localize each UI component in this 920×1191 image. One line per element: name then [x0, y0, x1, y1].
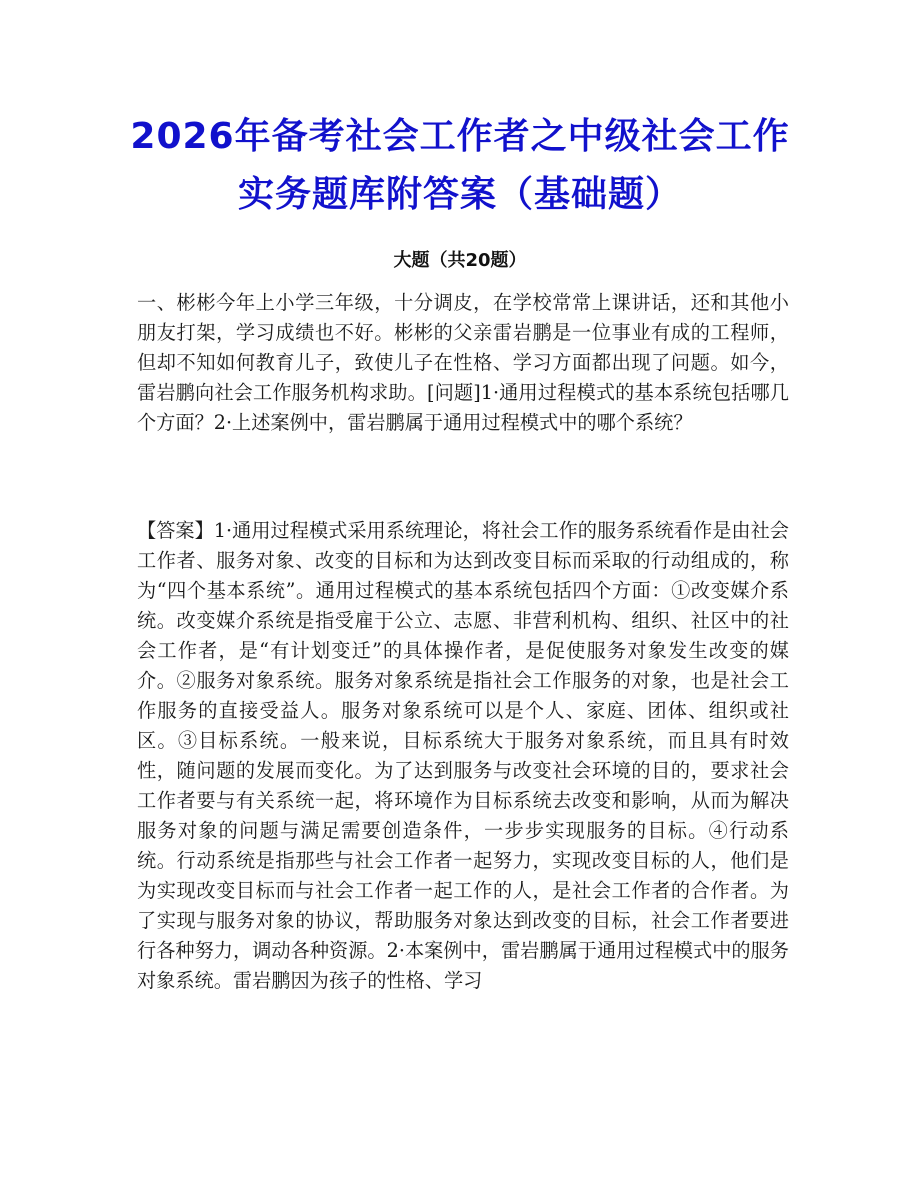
question-paragraph: 一、彬彬今年上小学三年级，十分调皮，在学校常常上课讲话，还和其他小朋友打架，学习成绩也不好。彬彬的父亲雷岩鹏是一位事业有成的工程师，但却不知如何教育儿子，致使儿子在性格、学习方面都出现了问题。如今，雷岩鹏向社会工作服务机构求助。[问题]1·通用过程模式的基本系统包括哪几个方面？2·上述案例中，雷岩鹏属于通用过程模式中的哪个系统？	[137, 291, 789, 434]
document-title: 2026年备考社会工作者之中级社会工作实务题库附答案（基础题）	[130, 116, 790, 215]
section-heading: 大题（共20题）	[393, 250, 527, 271]
answer-paragraph: 【答案】1·通用过程模式采用系统理论，将社会工作的服务系统看作是由社会工作者、服务对象、改变的目标和为达到改变目标而采取的行动组成的，称为“四个基本系统”。通用过程模式的基本系统包括四个方面：①改变媒介系统。改变媒介系统是指受雇于公立、志愿、非营利机构、组织、社区中的社会工作者，是“有计划变迁”的具体操作者，是促使服务对象发生改变的媒介。②服务对象系统。服务对象系统是指社会工作服务的对象，也是社会工作服务的直接受益人。服务对象系统可以是个人、家庭、团体、组织或社区。③目标系统。一般来说，目标系统大于服务对象系统，而且具有时效性，随问题的发展而变化。为了达到服务与改变社会环境的目的，要求社会工作者要与有关系统一起，将环境作为目标系统去改变和影响，从而为解决服务对象的问题与满足需要创造条件，一步步实现服务的目标。④行动系统。行动系统是指那些与社会工作者一起努力，实现改变目标的人，他们是为实现改变目标而与社会工作者一起工作的人，是社会工作者的合作者。为了实现与服务对象的协议，帮助服务对象达到改变的目标，社会工作者要进行各种努力，调动各种资源。2·本案例中，雷岩鹏属于通用过程模式中的服务对象系统。雷岩鹏因为孩子的性格、学习	[137, 519, 789, 992]
